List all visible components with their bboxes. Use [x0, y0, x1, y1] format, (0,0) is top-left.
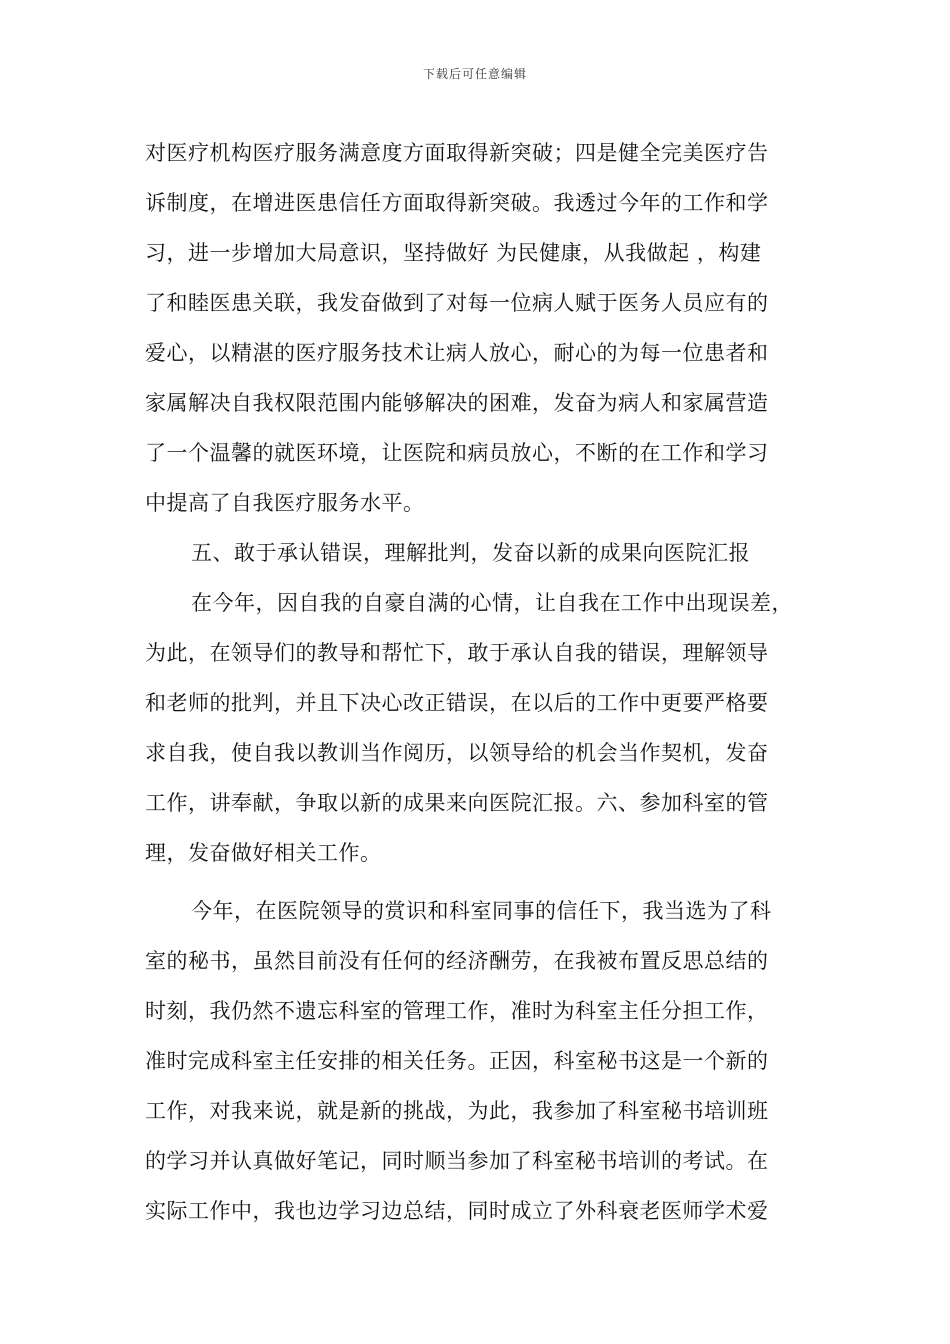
section-heading: 五、敢于承认错误，理解批判，发奋以新的成果向医院汇报 [191, 541, 750, 565]
text-line: 实际工作中，我也边学习边总结，同时成立了外科衰老医师学术爱 [145, 1199, 769, 1223]
header-note: 下载后可任意编辑 [422, 67, 527, 81]
text-line: 家属解决自我权限范围内能够解决的困难，发奋为病人和家属营造 [145, 391, 769, 415]
text-line: 了和睦医患关联，我发奋做到了对每一位病人赋于医务人员应有的 [145, 291, 769, 315]
text-line: 工作，对我来说，就是新的挑战，为此，我参加了科室秘书培训班 [145, 1099, 769, 1123]
text-line: 和老师的批判，并且下决心改正错误，在以后的工作中更要严格要 [145, 691, 769, 715]
text-line: 时刻，我仍然不遗忘科室的管理工作，准时为科室主任分担工作， [145, 999, 769, 1023]
text-line: 的学习并认真做好笔记，同时顺当参加了科室秘书培训的考试。在 [145, 1149, 769, 1173]
text-line: 准时完成科室主任安排的相关任务。正因，科室秘书这是一个新的 [145, 1049, 769, 1073]
text-line: 中提高了自我医疗服务水平。 [145, 491, 425, 515]
text-line: 爱心，以精湛的医疗服务技术让病人放心，耐心的为每一位患者和 [145, 341, 769, 365]
text-line: 今年，在医院领导的赏识和科室同事的信任下，我当选为了科 [191, 899, 772, 923]
text-line: 为此，在领导们的教导和帮忙下，敢于承认自我的错误，理解领导 [145, 641, 769, 665]
text-line: 诉制度，在增进医患信任方面取得新突破。我透过今年的工作和学 [145, 191, 769, 215]
text-line: 了一个温馨的就医环境，让医院和病员放心，不断的在工作和学习 [145, 441, 769, 465]
text-line: 对医疗机构医疗服务满意度方面取得新突破；四是健全完美医疗告 [145, 141, 769, 165]
text-line: 理，发奋做好相关工作。 [145, 841, 382, 865]
text-line: 工作，讲奉献，争取以新的成果来向医院汇报。六、参加科室的管 [145, 791, 769, 815]
text-line: 室的秘书，虽然目前没有任何的经济酬劳，在我被布置反思总结的 [145, 949, 769, 973]
text-line: 求自我，使自我以教训当作阅历，以领导给的机会当作契机，发奋 [145, 741, 769, 765]
document-body [145, 128, 809, 1236]
text-line: 在今年，因自我的自豪自满的心情，让自我在工作中出现误差， [191, 591, 793, 615]
text-line: 习，进一步增加大局意识，坚持做好 为民健康，从我做起 ，构建 [145, 241, 762, 265]
